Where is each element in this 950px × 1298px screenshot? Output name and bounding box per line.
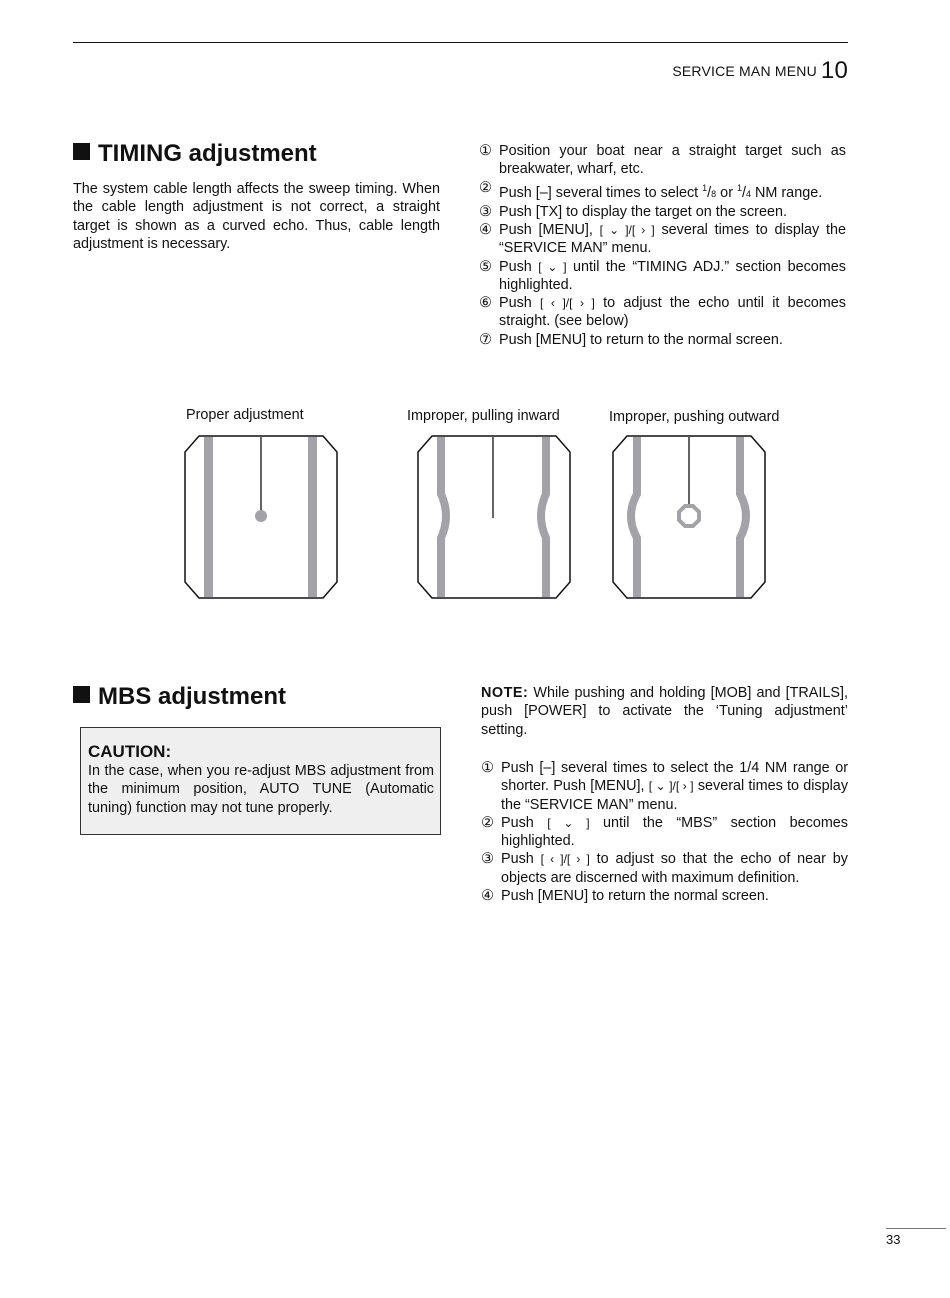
list-item: ⑥ Push [ ‹ ]/[ › ] to adjust the echo until it becomes straight. (see below)	[479, 295, 846, 330]
list-item: ④ Push [MENU], [ ⌄ ]/[ › ] several times to display the “SERVICE MAN” menu.	[479, 221, 846, 257]
list-item: ③ Push [ ‹ ]/[ › ] to adjust so that the echo of near by objects are discerned with maximum definition.	[481, 851, 848, 886]
square-bullet-icon	[73, 686, 90, 703]
note-label: NOTE:	[481, 685, 529, 701]
key-symbol: [ ⌄ ]	[547, 815, 590, 830]
key-symbol: [ ⌄ ]	[538, 259, 567, 274]
mbs-title: MBS adjustment	[73, 683, 286, 711]
list-item: ③ Push [TX] to display the target on the screen.	[479, 203, 787, 220]
mbs-steps	[481, 759, 848, 905]
key-symbol: [ ⌄ ]/[ › ]	[648, 779, 694, 794]
key-symbol: [ ‹ ]/[ › ]	[540, 852, 590, 867]
list-item: ⑦ Push [MENU] to return to the normal screen.	[479, 331, 783, 348]
timing-steps	[479, 142, 846, 349]
key-symbol: [ ‹ ]/[ › ]	[540, 296, 595, 311]
list-item: ② Push [–] several times to select $^1$/8 or $^1$/4 NM range.	[479, 179, 823, 201]
list-item: ④ Push [MENU] to return the normal screen.	[481, 888, 769, 905]
caution-box	[80, 727, 441, 835]
list-item: ① Push [–] several times to select the 1/4 NM range or shorter. Push [MENU], [ ⌄ ]/[ › ] several times to display the “SERVICE MAN” menu.	[481, 760, 849, 813]
timing-title: TIMING adjustment	[73, 140, 317, 168]
page-header	[672, 57, 848, 85]
figure-label-proper: Proper adjustment	[186, 407, 304, 423]
list-item: ⑤ Push [ ⌄ ] until the “TIMING ADJ.” section becomes highlighted.	[479, 258, 846, 293]
list-item: ① Position your boat near a straight target such as breakwater, wharf, etc.	[479, 143, 846, 178]
figure-label-inward: Improper, pulling inward	[407, 408, 560, 424]
timing-body: The system cable length affects the sweep timing. When the cable length adjustment is not correct, a straight target is shown as a curved echo. Thus, cable length adjustment is necessary.	[73, 181, 440, 252]
chapter-number: 10	[820, 57, 848, 84]
figure-label-outward: Improper, pushing outward	[609, 409, 780, 425]
note-text: NOTE: While pushing and holding [MOB] and [TRAILS], push [POWER] to activate the ‘Tuning adjustment’ setting.	[481, 685, 848, 738]
list-item: ② Push [ ⌄ ] until the “MBS” section becomes highlighted.	[481, 814, 849, 850]
figure-pulling-inward	[416, 434, 572, 600]
top-rule	[73, 42, 848, 43]
square-bullet-icon	[73, 143, 90, 160]
page-number: 33	[886, 1232, 901, 1247]
footer-rule	[886, 1228, 946, 1229]
figure-proper-adjustment	[183, 434, 339, 600]
caution-title: CAUTION:	[88, 742, 172, 761]
header-section: SERVICE MAN MENU	[672, 63, 817, 79]
figure-pushing-outward	[611, 434, 767, 600]
caution-body: In the case, when you re-adjust MBS adjustment from the minimum position, AUTO TUNE (Automatic tuning) function may not tune properly.	[88, 763, 434, 816]
key-symbol: [ ⌄ ]/[ › ]	[599, 222, 655, 237]
